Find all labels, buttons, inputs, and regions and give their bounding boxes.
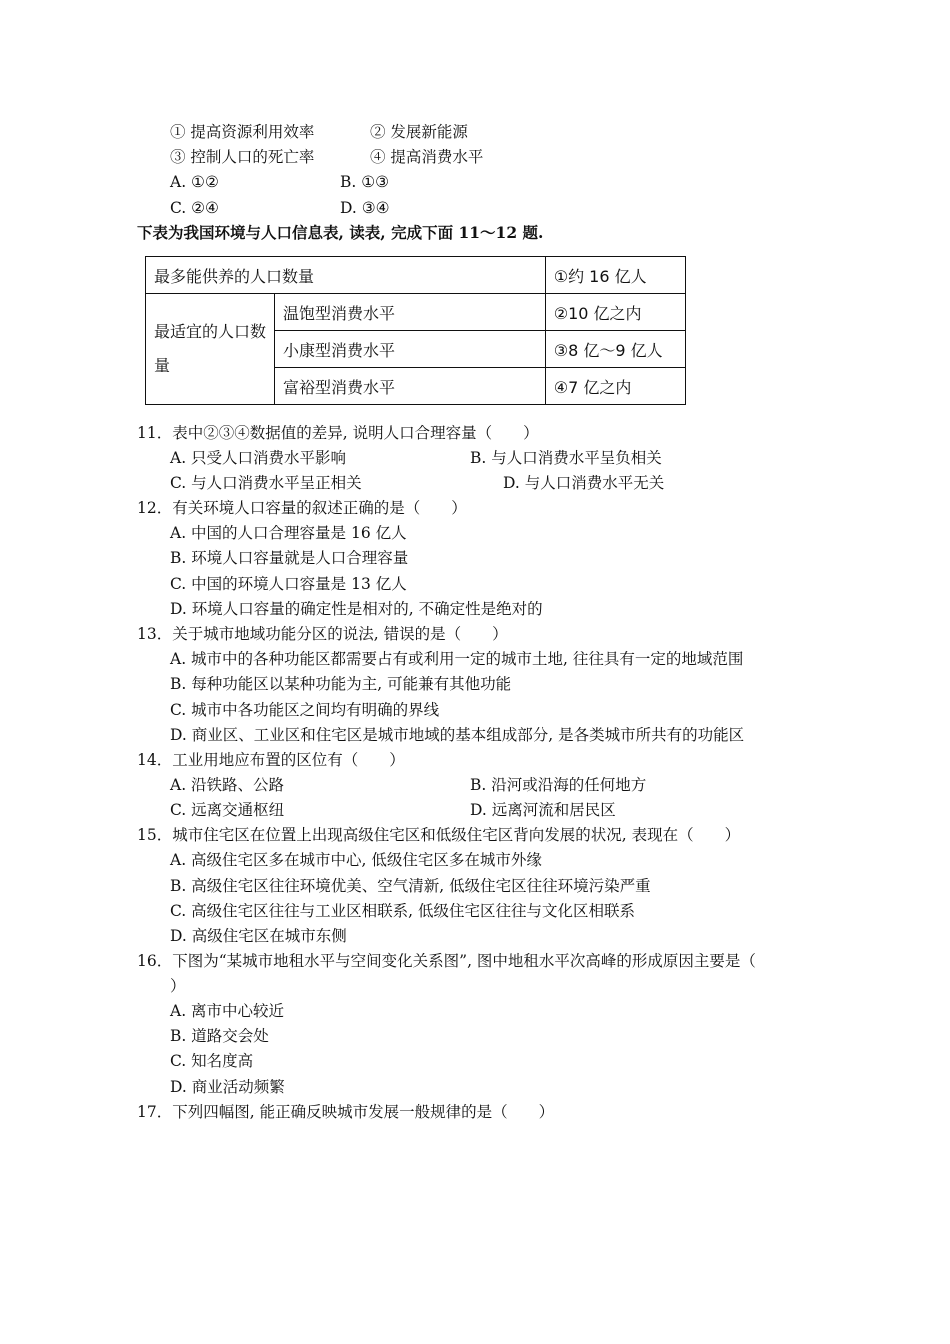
table-sub2-label: 小康型消费水平 bbox=[275, 331, 546, 368]
q14-option-d: D. 远离河流和居民区 bbox=[470, 801, 616, 819]
q16-option-c: C. 知名度高 bbox=[170, 1052, 254, 1070]
q11-option-c: C. 与人口消费水平呈正相关 bbox=[170, 474, 362, 492]
q10-item-2: ② 发展新能源 bbox=[370, 123, 468, 141]
q12-option-c: C. 中国的环境人口容量是 13 亿人 bbox=[170, 575, 407, 593]
table-sub2-value: ③8 亿～9 亿人 bbox=[545, 331, 685, 368]
population-info-table bbox=[145, 256, 686, 405]
q10-item-4: ④ 提高消费水平 bbox=[370, 148, 484, 166]
table-sub3-value: ④7 亿之内 bbox=[545, 368, 685, 405]
q16-option-d: D. 商业活动频繁 bbox=[170, 1078, 285, 1096]
q11-stem: 11．表中②③④数据值的差异, 说明人口合理容量（ ） bbox=[137, 424, 539, 442]
q15-option-c: C. 高级住宅区往往与工业区相联系, 低级住宅区往往与文化区相联系 bbox=[170, 902, 636, 920]
q12-option-a: A. 中国的人口合理容量是 16 亿人 bbox=[170, 524, 407, 542]
q13-option-a: A. 城市中的各种功能区都需要占有或利用一定的城市土地, 往往具有一定的地域范围 bbox=[170, 650, 744, 668]
q14-stem: 14．工业用地应布置的区位有（ ） bbox=[137, 751, 405, 769]
q10-option-c: C. ②④ bbox=[170, 199, 219, 217]
q15-option-d: D. 高级住宅区在城市东侧 bbox=[170, 927, 347, 945]
q13-option-b: B. 每种功能区以某种功能为主, 可能兼有其他功能 bbox=[170, 675, 512, 693]
q14-option-a: A. 沿铁路、公路 bbox=[170, 776, 285, 794]
table-sub3-label: 富裕型消费水平 bbox=[275, 368, 546, 405]
q15-option-a: A. 高级住宅区多在城市中心, 低级住宅区多在城市外缘 bbox=[170, 851, 542, 869]
q15-stem: 15．城市住宅区在位置上出现高级住宅区和低级住宅区背向发展的状况, 表现在（ ） bbox=[137, 826, 741, 844]
q10-option-b: B. ①③ bbox=[340, 173, 390, 191]
q14-option-c: C. 远离交通枢纽 bbox=[170, 801, 285, 819]
q17-stem: 17．下列四幅图, 能正确反映城市发展一般规律的是（ ） bbox=[137, 1103, 555, 1121]
q13-option-c: C. 城市中各功能区之间均有明确的界线 bbox=[170, 701, 440, 719]
q10-item-3: ③ 控制人口的死亡率 bbox=[170, 148, 315, 166]
q11-option-d: D. 与人口消费水平无关 bbox=[503, 474, 665, 492]
q14-option-b: B. 沿河或沿海的任何地方 bbox=[470, 776, 647, 794]
table-sub1-label: 温饱型消费水平 bbox=[275, 294, 546, 331]
q13-option-d: D. 商业区、工业区和住宅区是城市地域的基本组成部分, 是各类城市所共有的功能区 bbox=[170, 726, 745, 744]
q13-stem: 13．关于城市地域功能分区的说法, 错误的是（ ） bbox=[137, 625, 508, 643]
q16-stem: 16．下图为“某城市地租水平与空间变化关系图”, 图中地租水平次高峰的形成原因主要是（ bbox=[137, 952, 756, 970]
q12-stem: 12．有关环境人口容量的叙述正确的是（ ） bbox=[137, 499, 467, 517]
q10-item-1: ① 提高资源利用效率 bbox=[170, 123, 315, 141]
q16-stem-cont: ） bbox=[170, 977, 186, 995]
q11-option-a: A. 只受人口消费水平影响 bbox=[170, 449, 347, 467]
q16-option-b: B. 道路交会处 bbox=[170, 1027, 269, 1045]
table-group-label: 最适宜的人口数量 bbox=[146, 294, 275, 405]
q15-option-b: B. 高级住宅区往往环境优美、空气清新, 低级住宅区往往环境污染严重 bbox=[170, 877, 651, 895]
table-row1-value: ①约 16 亿人 bbox=[545, 257, 685, 294]
q10-option-a: A. ①② bbox=[170, 173, 219, 191]
q12-option-d: D. 环境人口容量的确定性是相对的, 不确定性是绝对的 bbox=[170, 600, 543, 618]
table-intro: 下表为我国环境与人口信息表, 读表, 完成下面 11～12 题. bbox=[137, 223, 544, 242]
q11-option-b: B. 与人口消费水平呈负相关 bbox=[470, 449, 662, 467]
table-row1-label: 最多能供养的人口数量 bbox=[146, 257, 546, 294]
table-sub1-value: ②10 亿之内 bbox=[545, 294, 685, 331]
q16-option-a: A. 离市中心较近 bbox=[170, 1002, 285, 1020]
q12-option-b: B. 环境人口容量就是人口合理容量 bbox=[170, 549, 409, 567]
q10-option-d: D. ③④ bbox=[340, 199, 390, 217]
